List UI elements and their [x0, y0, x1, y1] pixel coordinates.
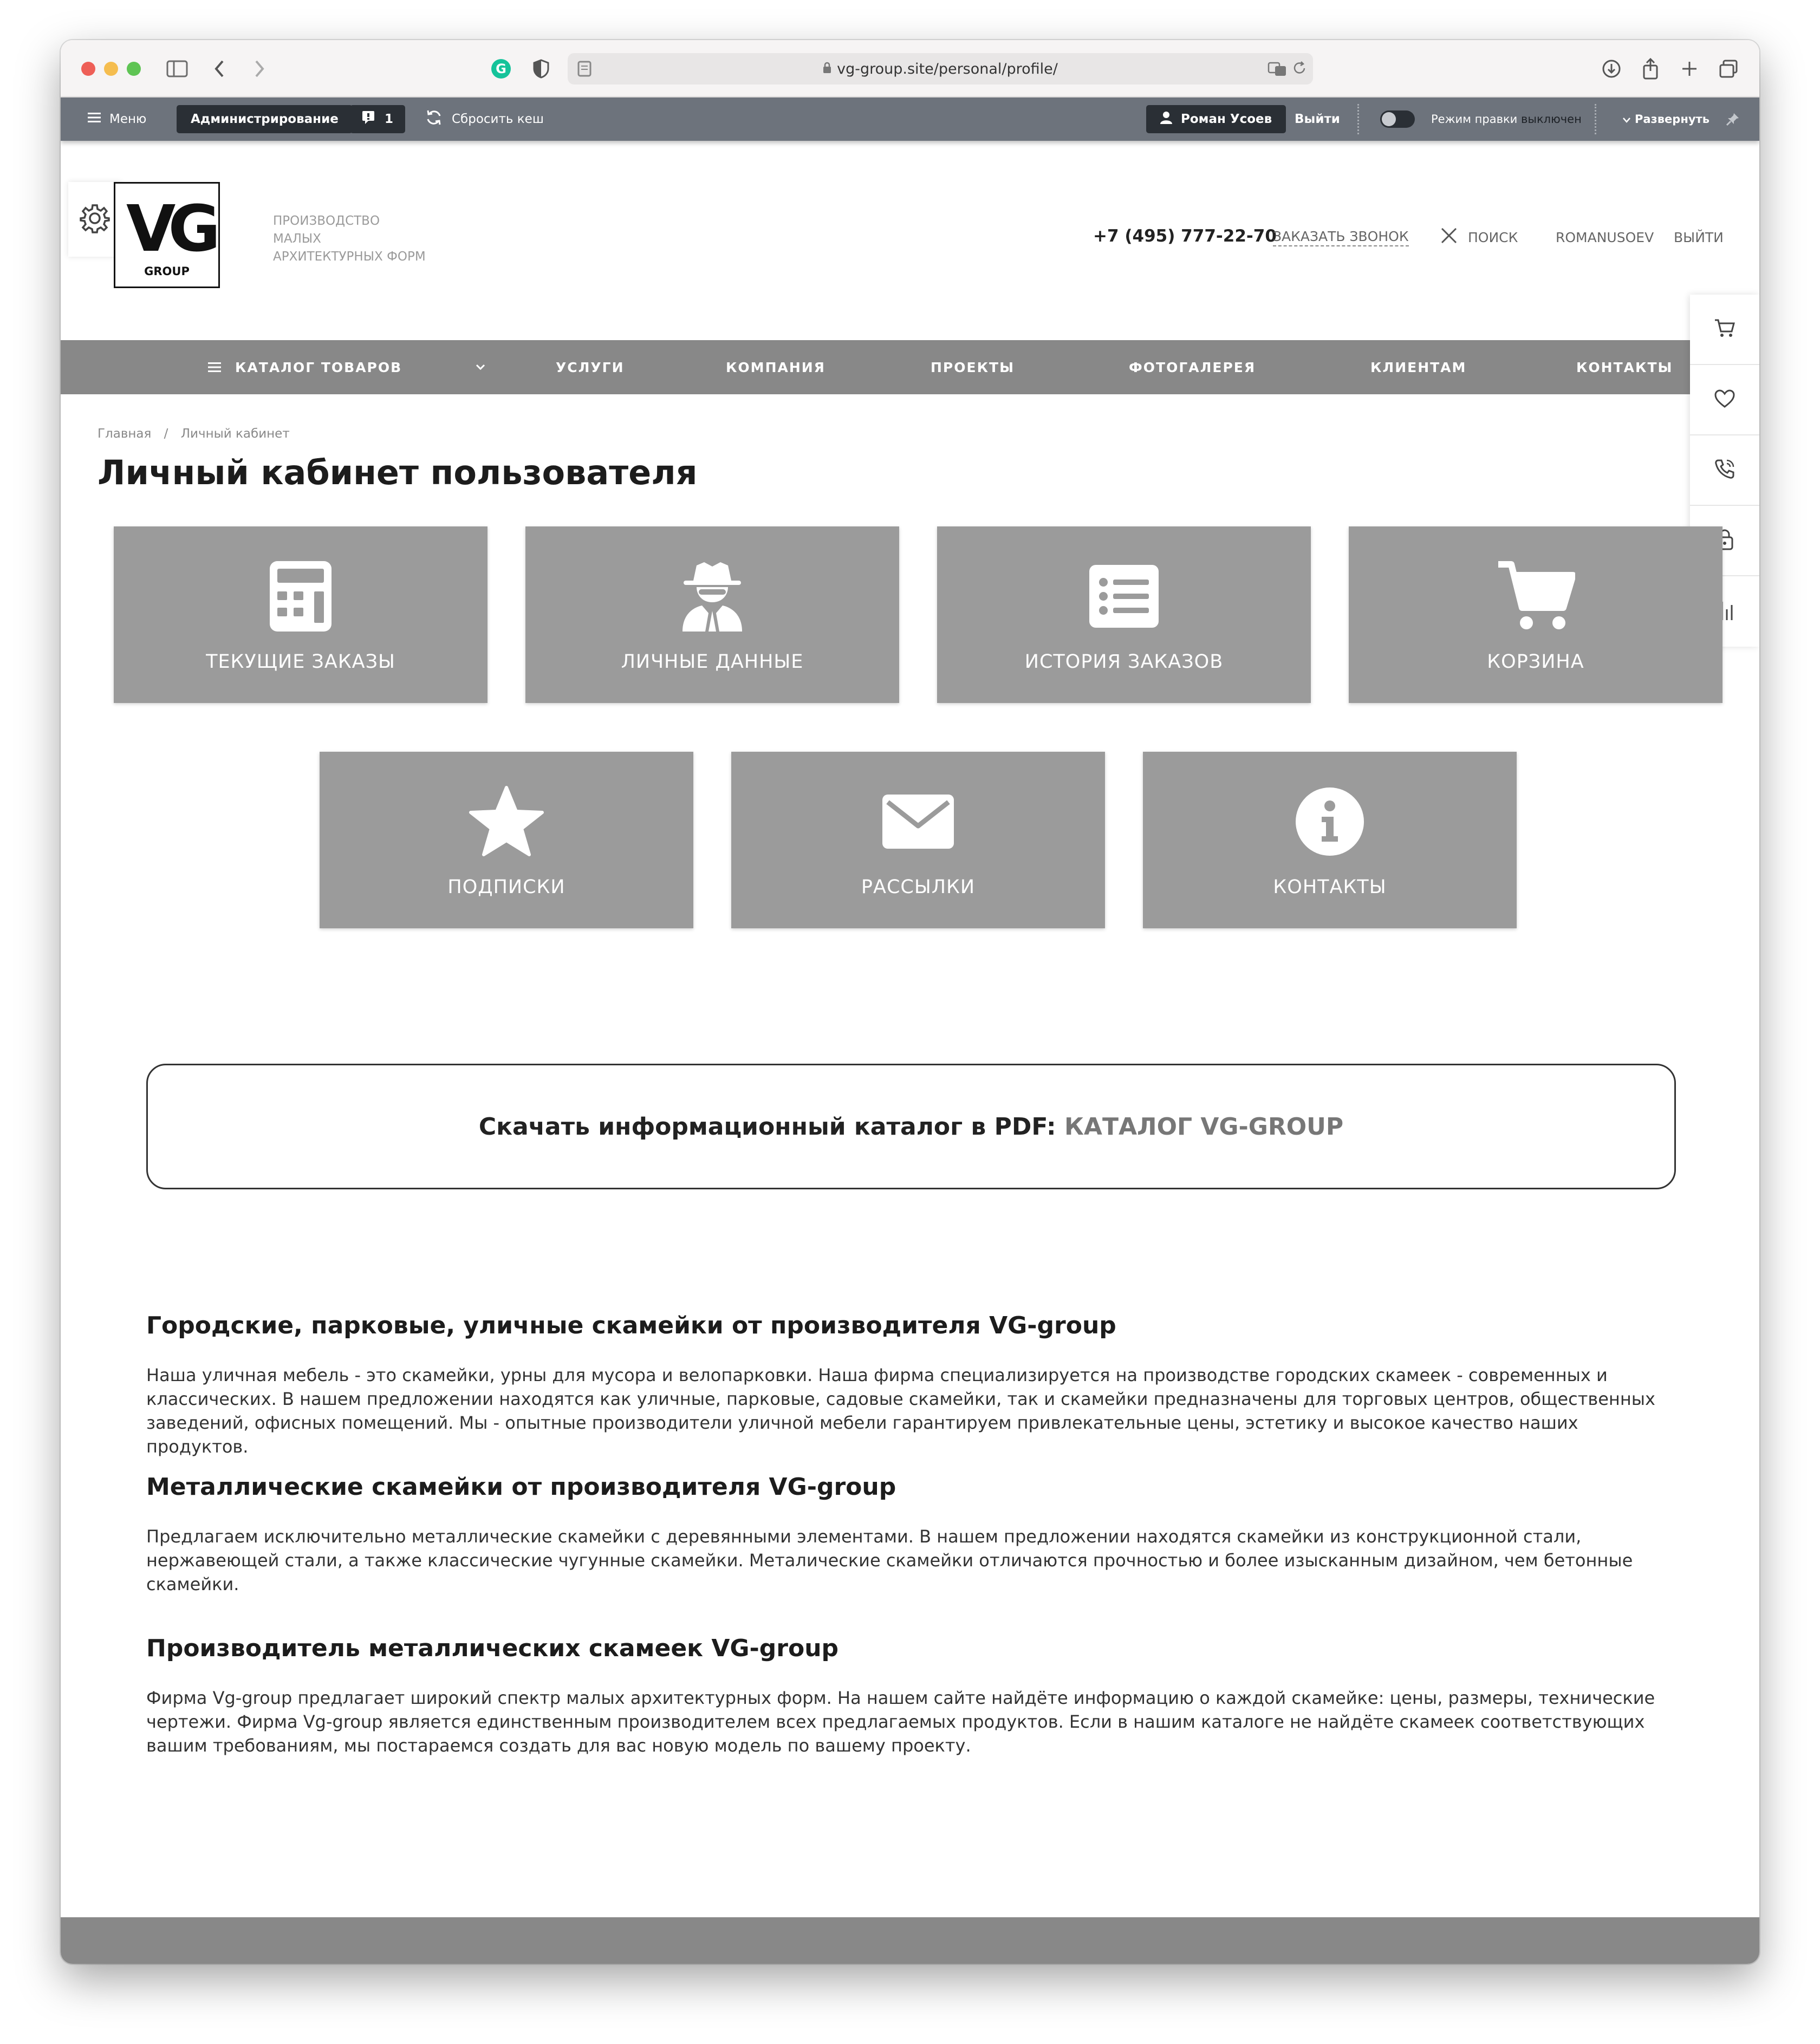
- search-button[interactable]: [1441, 227, 1518, 247]
- article-paragraph: [146, 1363, 1679, 1459]
- article-line: заведений, офисных помещений. Мы - опытные производители уличной мебели гарантируем привлекательные цены, эстетику и высокое качество наших продуктов.: [146, 1412, 1578, 1457]
- nav-item-projects[interactable]: ПРОЕКТЫ: [931, 359, 1015, 375]
- tile-contacts[interactable]: [1143, 752, 1517, 928]
- tile-label: КОНТАКТЫ: [1273, 876, 1387, 898]
- side-cart-button[interactable]: [1690, 295, 1759, 365]
- nav-item-contacts[interactable]: КОНТАКТЫ: [1576, 359, 1673, 375]
- hamburger-icon: [208, 360, 221, 375]
- nav-catalog-label: КАТАЛОГ ТОВАРОВ: [235, 359, 402, 375]
- translate-icon[interactable]: [1268, 61, 1287, 81]
- close-window-button[interactable]: [81, 62, 95, 76]
- envelope-icon: [731, 786, 1105, 857]
- expand-label: Развернуть: [1635, 113, 1709, 126]
- lock-icon: [823, 61, 831, 77]
- administration-button[interactable]: Администрирование: [177, 105, 353, 133]
- article-section: [146, 1473, 1679, 1596]
- list-icon: [937, 561, 1311, 632]
- edit-mode-toggle[interactable]: [1380, 97, 1415, 141]
- main-nav: [61, 340, 1690, 394]
- gear-icon: [80, 203, 110, 236]
- heart-icon: [1714, 389, 1735, 411]
- reload-icon[interactable]: [1292, 61, 1306, 80]
- callback-label: ЗАКАЗАТЬ ЗВОНОК: [1273, 229, 1409, 246]
- admin-user-button[interactable]: [1146, 105, 1286, 133]
- article-section: [146, 1635, 1679, 1757]
- site-logo[interactable]: [114, 182, 220, 288]
- side-favorites-button[interactable]: [1690, 365, 1759, 435]
- tile-label: ИСТОРИЯ ЗАКАЗОВ: [1024, 651, 1224, 673]
- admin-user-name: Роман Усоев: [1181, 112, 1272, 126]
- site-tagline: [273, 212, 426, 266]
- refresh-icon: [425, 108, 443, 130]
- tile-subscriptions[interactable]: [320, 752, 693, 928]
- header-logout-link[interactable]: ВЫЙТИ: [1674, 230, 1724, 245]
- admin-menu-button[interactable]: [88, 97, 146, 141]
- article-line: нержавеющей стали, а также классические чугунные скамейки. Металические скамейки отличаются прочностью и более изысканным дизайном, чем бетонные: [146, 1550, 1633, 1571]
- article-line: классических. В нашем предложении находятся как уличные, парковые, садовые скамейки, так и скамейки предназначены для торговых центров, общественных: [146, 1389, 1655, 1409]
- side-callback-button[interactable]: [1690, 435, 1759, 506]
- breadcrumb-current: Личный кабинет: [180, 427, 290, 441]
- callback-link[interactable]: [1273, 229, 1409, 244]
- svg-text:G: G: [496, 61, 506, 76]
- edit-mode-label: Режим правки: [1431, 113, 1518, 126]
- tile-label: РАССЫЛКИ: [861, 876, 976, 898]
- close-icon: [1441, 227, 1457, 247]
- cart-icon: [1714, 318, 1735, 340]
- article-heading: Городские, парковые, уличные скамейки от производителя VG-group: [146, 1312, 1116, 1339]
- notifications-button[interactable]: [350, 105, 405, 133]
- forward-icon[interactable]: [244, 53, 275, 84]
- admin-menu-label: Меню: [109, 112, 147, 126]
- article-paragraph: [146, 1525, 1679, 1596]
- tile-label: ТЕКУЩИЕ ЗАКАЗЫ: [206, 651, 395, 673]
- page-title: Личный кабинет пользователя: [98, 453, 698, 492]
- sidebar-toggle-icon[interactable]: [161, 53, 193, 84]
- tile-current-orders[interactable]: [114, 526, 487, 703]
- chevron-down-icon[interactable]: [476, 340, 485, 394]
- profile-username-link[interactable]: ROMANUSOEV: [1556, 230, 1654, 245]
- article-section: [146, 1312, 1679, 1459]
- admin-bar: [61, 97, 1759, 141]
- url-text: vg-group.site/personal/profile/: [837, 60, 1058, 77]
- minimize-window-button[interactable]: [104, 62, 118, 76]
- star-icon: [320, 786, 693, 857]
- nav-item-gallery[interactable]: ФОТОГАЛЕРЕЯ: [1129, 359, 1256, 375]
- admin-logout-button[interactable]: Выйти: [1295, 112, 1340, 126]
- tagline-line: АРХИТЕКТУРНЫХ ФОРМ: [273, 250, 426, 264]
- hamburger-icon: [88, 112, 101, 126]
- pin-icon[interactable]: [1726, 97, 1740, 141]
- tile-order-history[interactable]: [937, 526, 1311, 703]
- tile-personal-data[interactable]: [525, 526, 899, 703]
- tile-cart[interactable]: [1349, 526, 1722, 703]
- pdf-prefix: Скачать информационный каталог в PDF:: [478, 1112, 1056, 1141]
- breadcrumb-separator: /: [164, 427, 168, 441]
- privacy-shield-icon[interactable]: [525, 53, 557, 84]
- separator: [1595, 104, 1597, 134]
- nav-item-services[interactable]: УСЛУГИ: [556, 359, 625, 375]
- info-icon: [1143, 786, 1517, 857]
- logo-sub: GROUP: [144, 265, 190, 278]
- edit-mode-state: выключен: [1521, 113, 1582, 126]
- tile-label: ПОДПИСКИ: [447, 876, 566, 898]
- notifications-count: 1: [385, 112, 394, 126]
- article-heading: Производитель металлических скамеек VG-group: [146, 1635, 839, 1662]
- edit-mode-status: [1431, 97, 1582, 141]
- article-line: вашим требованиям, мы постараемся создать для вас новую модель по вашему проекту.: [146, 1735, 971, 1756]
- tab-overview-icon[interactable]: [1713, 53, 1744, 84]
- tagline-line: МАЛЫХ: [273, 232, 321, 246]
- article-paragraph: [146, 1686, 1679, 1757]
- downloads-icon[interactable]: [1596, 53, 1627, 84]
- notification-icon: [362, 110, 375, 128]
- reset-cache-label: Сбросить кеш: [452, 112, 544, 126]
- footer: [61, 1917, 1759, 1964]
- reset-cache-button[interactable]: [425, 97, 544, 141]
- chevron-down-icon: [1623, 113, 1630, 126]
- back-icon[interactable]: [204, 53, 235, 84]
- article-line: Наша уличная мебель - это скамейки, урны для мусора и велопарковки. Наша фирма специализируется на производстве городских скамеек - современных и: [146, 1365, 1608, 1385]
- separator: [1357, 104, 1360, 134]
- article-heading: Металлические скамейки от производителя VG-group: [146, 1473, 896, 1501]
- phone-number[interactable]: +7 (495) 777-22-70: [1093, 226, 1277, 246]
- url-bar[interactable]: [568, 53, 1313, 84]
- tile-label: КОРЗИНА: [1487, 651, 1584, 673]
- cart-icon: [1349, 561, 1722, 632]
- nav-item-clients[interactable]: КЛИЕНТАМ: [1370, 359, 1467, 375]
- tile-label: ЛИЧНЫЕ ДАННЫЕ: [621, 651, 804, 673]
- user-secret-icon: [525, 561, 899, 632]
- expand-button[interactable]: [1623, 97, 1709, 141]
- article-line: Фирма Vg-group предлагает широкий спектр малых архитектурных форм. На нашем сайте найдёте информацию о каждой скамейке: цены, размеры, технические: [146, 1688, 1655, 1708]
- pdf-catalog-box: [146, 1064, 1676, 1189]
- reader-icon[interactable]: [577, 61, 592, 81]
- browser-window: [61, 40, 1759, 1964]
- article-line: Предлагаем исключительно металлические скамейки с деревянными элементами. В нашем предложении находятся скамейки из конструкционной стали,: [146, 1526, 1582, 1547]
- nav-item-company[interactable]: КОМПАНИЯ: [726, 359, 826, 375]
- nav-catalog[interactable]: [208, 340, 402, 394]
- phone-icon: [1714, 458, 1735, 482]
- tile-newsletters[interactable]: [731, 752, 1105, 928]
- user-icon: [1160, 111, 1172, 127]
- logo-text: VG: [126, 191, 213, 266]
- breadcrumb-home[interactable]: Главная: [98, 427, 152, 441]
- browser-toolbar: [61, 40, 1759, 97]
- breadcrumb: [98, 427, 290, 441]
- pdf-catalog-link[interactable]: КАТАЛОГ VG-GROUP: [1064, 1112, 1344, 1141]
- article-line: чертежи. Фирма Vg-group является единственным производителем всех предлагаемых продуктов. Если в нашим каталоге не найдёте скамеек соответствующих: [146, 1711, 1645, 1732]
- article-line: скамейки.: [146, 1574, 239, 1594]
- maximize-window-button[interactable]: [127, 62, 141, 76]
- share-icon[interactable]: [1635, 53, 1666, 84]
- calculator-icon: [114, 561, 487, 632]
- toggle-switch[interactable]: [1380, 110, 1415, 128]
- grammarly-icon[interactable]: [485, 53, 517, 84]
- tagline-line: ПРОИЗВОДСТВО: [273, 214, 380, 228]
- search-label: ПОИСК: [1468, 229, 1518, 245]
- new-tab-icon[interactable]: [1674, 53, 1705, 84]
